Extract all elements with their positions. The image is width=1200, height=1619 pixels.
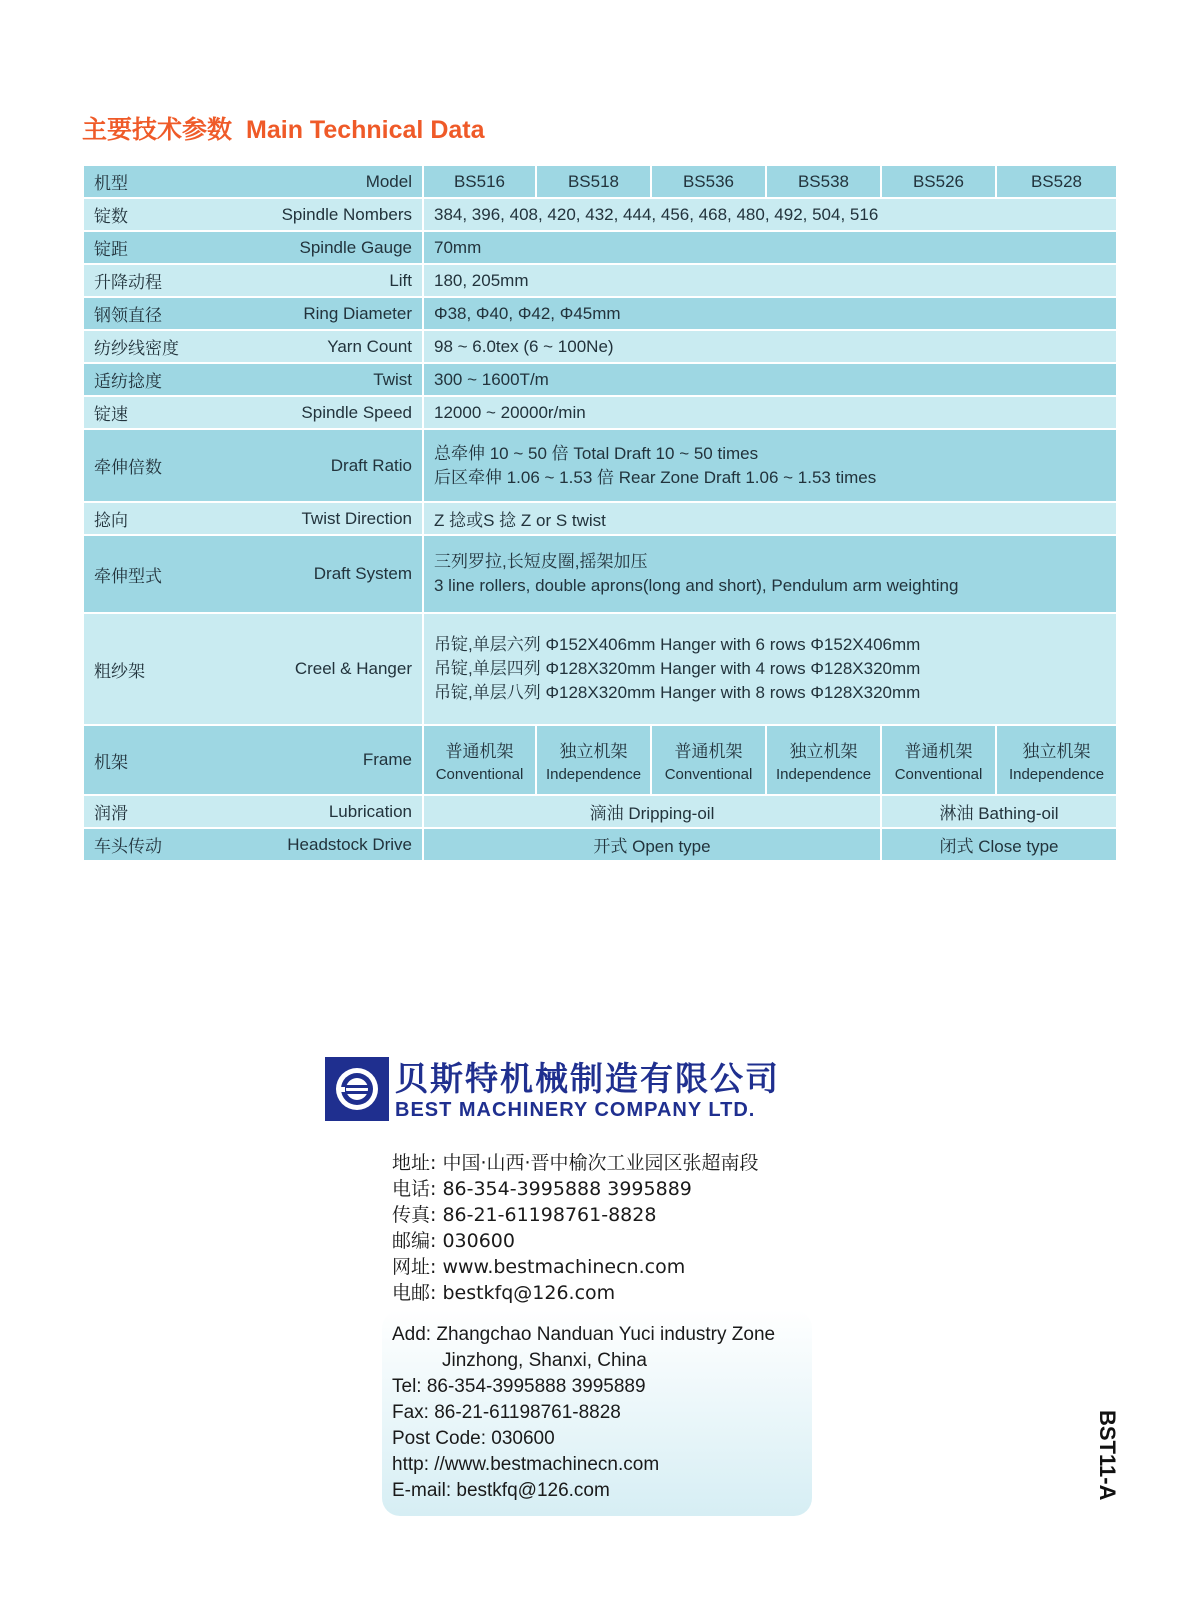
frame-type-zh: 普通机架 xyxy=(445,742,514,762)
address-zh: 地址: 中国·山西·晋中榆次工业园区张超南段 xyxy=(392,1152,759,1174)
row-value: 淋油 Bathing-oil xyxy=(881,795,1117,828)
company-name-en: BEST MACHINERY COMPANY LTD. xyxy=(395,1099,756,1121)
row-label-zh: 车头传动 xyxy=(83,828,263,861)
row-label-zh: 粗纱架 xyxy=(83,613,263,725)
row-value: 180, 205mm xyxy=(423,264,1117,297)
value-line: 吊锭,单层八列 Φ128X320mm Hanger with 8 rows Φ128X320mm xyxy=(434,683,921,702)
frame-type-en: Conventional xyxy=(894,766,983,783)
table-row xyxy=(83,795,1117,828)
postcode-zh: 邮编: 030600 xyxy=(392,1230,515,1252)
frame-type-zh: 独立机架 xyxy=(559,742,628,762)
fax-zh: 传真: 86-21-61198761-8828 xyxy=(392,1204,657,1226)
frame-cell xyxy=(881,725,996,795)
row-label-en: Creel & Hanger xyxy=(263,613,423,725)
row-label-en: Yarn Count xyxy=(263,330,423,363)
row-value xyxy=(423,429,1117,502)
table-row xyxy=(83,535,1117,613)
row-value: 300 ~ 1600T/m xyxy=(423,363,1117,396)
model-cell: BS536 xyxy=(651,165,766,198)
website-zh: 网址: www.bestmachinecn.com xyxy=(392,1256,686,1278)
row-value: 70mm xyxy=(423,231,1117,264)
row-label-en: Frame xyxy=(263,725,423,795)
table-row xyxy=(83,396,1117,429)
frame-type-zh: 普通机架 xyxy=(674,742,743,762)
frame-cell xyxy=(536,725,651,795)
table-row xyxy=(83,231,1117,264)
frame-type-en: Conventional xyxy=(664,766,753,783)
row-label-en: Spindle Nombers xyxy=(263,198,423,231)
table-row xyxy=(83,297,1117,330)
row-value: 滴油 Dripping-oil xyxy=(423,795,881,828)
row-label-zh: 升降动程 xyxy=(83,264,263,297)
model-cell: BS528 xyxy=(996,165,1117,198)
row-label-zh: 钢领直径 xyxy=(83,297,263,330)
row-label-zh: 适纺捻度 xyxy=(83,363,263,396)
row-label-zh: 牵伸型式 xyxy=(83,535,263,613)
row-label-en: Spindle Speed xyxy=(263,396,423,429)
contact-zh xyxy=(392,1150,759,1306)
row-label-en: Model xyxy=(263,165,423,198)
frame-type-en: Independence xyxy=(1008,766,1105,783)
row-label-en: Spindle Gauge xyxy=(263,231,423,264)
table-row xyxy=(83,165,1117,198)
row-value xyxy=(423,535,1117,613)
row-label-zh: 锭距 xyxy=(83,231,263,264)
row-label-en: Draft Ratio xyxy=(263,429,423,502)
row-value: 384, 396, 408, 420, 432, 444, 456, 468, 480, 492, 504, 516 xyxy=(423,198,1117,231)
frame-type-en: Independence xyxy=(545,766,642,783)
section-title-en: Main Technical Data xyxy=(246,116,485,144)
email-zh: 电邮: bestkfq@126.com xyxy=(392,1282,616,1304)
fax-en: Fax: 86-21-61198761-8828 xyxy=(392,1402,621,1423)
section-title xyxy=(82,110,485,146)
model-cell: BS516 xyxy=(423,165,536,198)
model-cell: BS526 xyxy=(881,165,996,198)
row-label-en: Headstock Drive xyxy=(263,828,423,861)
value-line: 3 line rollers, double aprons(long and short), Pendulum arm weighting xyxy=(434,576,959,595)
contact-en xyxy=(392,1322,775,1504)
frame-cell xyxy=(651,725,766,795)
table-row xyxy=(83,330,1117,363)
model-cell: BS538 xyxy=(766,165,881,198)
table-row xyxy=(83,828,1117,861)
row-value: 98 ~ 6.0tex (6 ~ 100Ne) xyxy=(423,330,1117,363)
value-line: 后区牵伸 1.06 ~ 1.53 倍 Rear Zone Draft 1.06 ~ 1.53 times xyxy=(434,467,877,487)
row-label-zh: 机架 xyxy=(83,725,263,795)
row-value: Z 捻或S 捻 Z or S twist xyxy=(423,502,1117,535)
phone-en: Tel: 86-354-3995888 3995889 xyxy=(392,1376,646,1397)
address-en: Add: Zhangchao Nanduan Yuci industry Zone xyxy=(392,1324,776,1345)
postcode-en: Post Code: 030600 xyxy=(392,1428,555,1449)
value-line: 吊锭,单层四列 Φ128X320mm Hanger with 4 rows Φ128X320mm xyxy=(434,659,921,678)
technical-data-table xyxy=(82,164,1118,862)
website-en: http: //www.bestmachinecn.com xyxy=(392,1454,660,1475)
company-name-zh: 贝斯特机械制造有限公司 xyxy=(395,1059,780,1098)
model-cell: BS518 xyxy=(536,165,651,198)
frame-cell xyxy=(766,725,881,795)
row-label-en: Ring Diameter xyxy=(263,297,423,330)
table-row xyxy=(83,725,1117,795)
frame-type-zh: 独立机架 xyxy=(1022,742,1091,762)
row-label-en: Draft System xyxy=(263,535,423,613)
row-label-zh: 捻向 xyxy=(83,502,263,535)
company-logo xyxy=(325,1057,805,1121)
table-row xyxy=(83,264,1117,297)
value-line: 三列罗拉,长短皮圈,摇架加压 xyxy=(434,552,648,571)
row-value: 开式 Open type xyxy=(423,828,881,861)
frame-type-zh: 独立机架 xyxy=(789,742,858,762)
row-label-en: Twist xyxy=(263,363,423,396)
document-code: BST11-A xyxy=(1095,1410,1120,1501)
row-label-en: Twist Direction xyxy=(263,502,423,535)
row-value: 12000 ~ 20000r/min xyxy=(423,396,1117,429)
value-line: 吊锭,单层六列 Φ152X406mm Hanger with 6 rows Φ152X406mm xyxy=(434,635,921,654)
row-label-en: Lubrication xyxy=(263,795,423,828)
row-value: 闭式 Close type xyxy=(881,828,1117,861)
table-row xyxy=(83,363,1117,396)
frame-cell xyxy=(996,725,1117,795)
section-title-zh: 主要技术参数 xyxy=(82,115,233,144)
row-label-zh: 牵伸倍数 xyxy=(83,429,263,502)
row-label-zh: 锭速 xyxy=(83,396,263,429)
row-label-zh: 润滑 xyxy=(83,795,263,828)
row-label-zh: 锭数 xyxy=(83,198,263,231)
row-label-zh: 纺纱线密度 xyxy=(83,330,263,363)
address-en-line2: Jinzhong, Shanxi, China xyxy=(442,1350,647,1371)
row-value xyxy=(423,613,1117,725)
table-row xyxy=(83,429,1117,502)
phone-zh: 电话: 86-354-3995888 3995889 xyxy=(392,1178,692,1200)
table-row xyxy=(83,502,1117,535)
row-label-en: Lift xyxy=(263,264,423,297)
frame-type-en: Conventional xyxy=(435,766,524,783)
value-line: 总牵伸 10 ~ 50 倍 Total Draft 10 ~ 50 times xyxy=(434,443,759,463)
frame-type-en: Independence xyxy=(775,766,872,783)
frame-type-zh: 普通机架 xyxy=(904,742,973,762)
row-value: Φ38, Φ40, Φ42, Φ45mm xyxy=(423,297,1117,330)
table-row xyxy=(83,198,1117,231)
row-label-zh: 机型 xyxy=(83,165,263,198)
email-en: E-mail: bestkfq@126.com xyxy=(392,1480,610,1501)
company-logo-icon xyxy=(325,1057,389,1121)
table-row xyxy=(83,613,1117,725)
frame-cell xyxy=(423,725,536,795)
